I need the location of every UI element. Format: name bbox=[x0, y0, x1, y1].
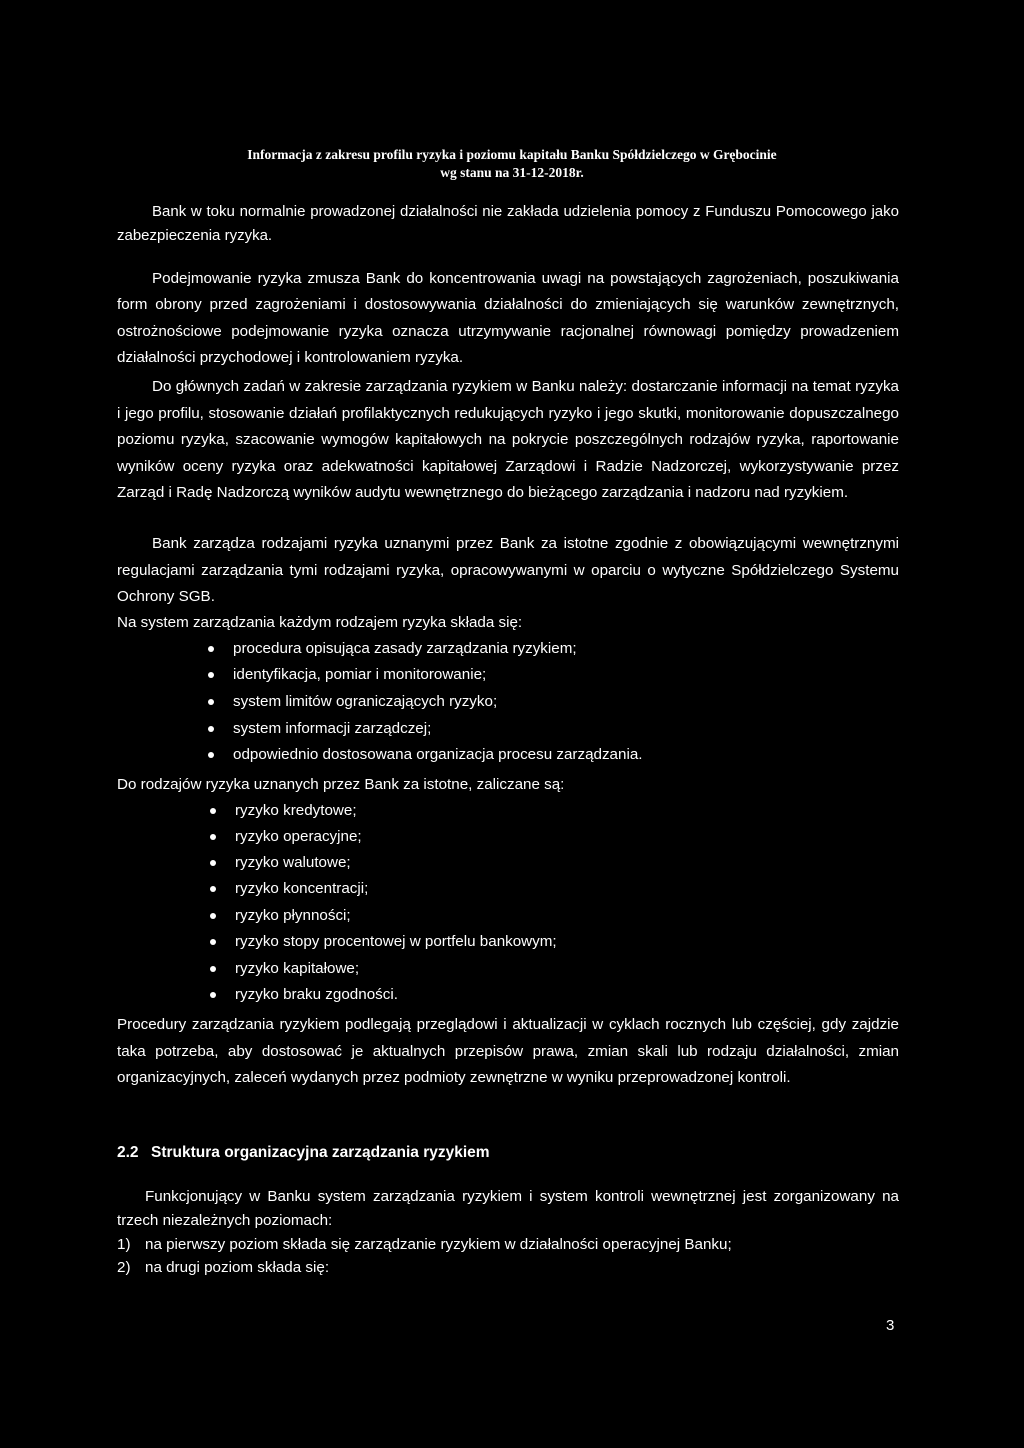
list-item: system informacji zarządczej; bbox=[208, 719, 431, 739]
paragraph-system-zarzadzania: Na system zarządzania każdym rodzajem ryzyka składa się: bbox=[117, 614, 523, 631]
list-item: ryzyko braku zgodności. bbox=[210, 985, 398, 1005]
bullet-icon bbox=[210, 834, 216, 840]
bullet-icon bbox=[208, 726, 214, 732]
paragraph-rodzaje-ryzyka: Do rodzajów ryzyka uznanych przez Bank za istotne, zaliczane są: bbox=[117, 776, 565, 793]
paragraph-funkcjonujacy-system: Funkcjonujący w Banku system zarządzania ryzykiem i system kontroli wewnętrznej jest zorganizowany na trzech niezależnych poziomach: bbox=[117, 1188, 899, 1229]
bullet-icon bbox=[208, 672, 214, 678]
list-item: ryzyko operacyjne; bbox=[210, 827, 362, 847]
bullet-icon bbox=[210, 808, 216, 814]
page-number: 3 bbox=[886, 1317, 895, 1334]
list-item: 1) na pierwszy poziom składa się zarządzanie ryzykiem w działalności operacyjnej Banku; bbox=[117, 1236, 732, 1253]
paragraph-procedury: Procedury zarządzania ryzykiem podlegają przeglądowi i aktualizacji w cyklach rocznych lub częściej, gdy zajdzie taka potrzeba, aby dostosować je aktualnych przepisów prawa, zmian skali lub rodzaju działalności, zmian organizacyjnych, zaleceń wydanych przez podmioty zewnętrzne w wyniku przeprowadzonej kontroli. bbox=[117, 1016, 899, 1087]
bullet-icon bbox=[210, 992, 216, 998]
list-item: ryzyko koncentracji; bbox=[210, 879, 368, 899]
bullet-icon bbox=[210, 939, 216, 945]
section-title: Struktura organizacyjna zarządzania ryzykiem bbox=[151, 1144, 490, 1161]
bullet-icon bbox=[208, 699, 214, 705]
bullet-icon bbox=[210, 886, 216, 892]
list-item: ryzyko walutowe; bbox=[210, 853, 351, 873]
bullet-icon bbox=[210, 966, 216, 972]
paragraph-fundusz-pomocowy: Bank w toku normalnie prowadzonej działalności nie zakłada udzielenia pomocy z Funduszu Pomocowego jako zabezpieczenia ryzyka. bbox=[117, 203, 899, 244]
list-item: identyfikacja, pomiar i monitorowanie; bbox=[208, 665, 486, 685]
header-title: Informacja z zakresu profilu ryzyka i poziomu kapitału Banku Spółdzielczego w Grębocinie bbox=[247, 147, 777, 162]
header-date: wg stanu na 31-12-2018r. bbox=[440, 165, 584, 180]
section-number: 2.2 bbox=[117, 1144, 139, 1161]
bullet-icon bbox=[208, 646, 214, 652]
list-item: system limitów ograniczających ryzyko; bbox=[208, 692, 497, 712]
document-header bbox=[0, 146, 1024, 182]
list-item: ryzyko kapitałowe; bbox=[210, 959, 359, 979]
bullet-icon bbox=[208, 752, 214, 758]
list-item: ryzyko płynności; bbox=[210, 906, 351, 926]
paragraph-zarzadzanie-rodzajami: Bank zarządza rodzajami ryzyka uznanymi przez Bank za istotne zgodnie z obowiązującymi wewnętrznymi regulacjami zarządzania tymi rodzajami ryzyka, opracowywanymi w oparciu o wytyczne Spółdzielczego Systemu Ochrony SGB. bbox=[117, 535, 899, 606]
list-item: ryzyko stopy procentowej w portfelu bankowym; bbox=[210, 932, 557, 952]
paragraph-podejmowanie-ryzyka: Podejmowanie ryzyka zmusza Bank do koncentrowania uwagi na powstających zagrożeniach, poszukiwania form obrony przed zagrożeniami i dostosowywania działalności do zmieniających się warunków zewnętrznych, ostrożnościowe podejmowanie ryzyka oznacza utrzymywanie racjonalnej równowagi pomiędzy prowadzeniem działalności przychodowej i kontrolowaniem ryzyka. bbox=[117, 270, 899, 366]
list-item: ryzyko kredytowe; bbox=[210, 801, 357, 821]
paragraph-glowne-zadania: Do głównych zadań w zakresie zarządzania ryzykiem w Banku należy: dostarczanie informacji na temat ryzyka i jego profilu, stosowanie działań profilaktycznych redukujących ryzyko i jego skutki, monitorowanie dopuszczalnego poziomu ryzyka, szacowanie wymogów kapitałowych na pokrycie poszczególnych rodzajów ryzyka, raportowanie wyników oceny ryzyka oraz adekwatności kapitałowej Zarządowi i Radzie Nadzorczej, wykorzystywanie przez Zarząd i Radę Nadzorczą wyników audytu wewnętrznego do bieżącego zarządzania i nadzoru nad ryzykiem. bbox=[117, 378, 899, 502]
section-heading bbox=[117, 1143, 490, 1163]
list-item: procedura opisująca zasady zarządzania ryzykiem; bbox=[208, 639, 577, 659]
list-item: odpowiednio dostosowana organizacja procesu zarządzania. bbox=[208, 745, 642, 765]
bullet-icon bbox=[210, 913, 216, 919]
bullet-icon bbox=[210, 860, 216, 866]
list-item: 2) na drugi poziom składa się: bbox=[117, 1259, 330, 1276]
